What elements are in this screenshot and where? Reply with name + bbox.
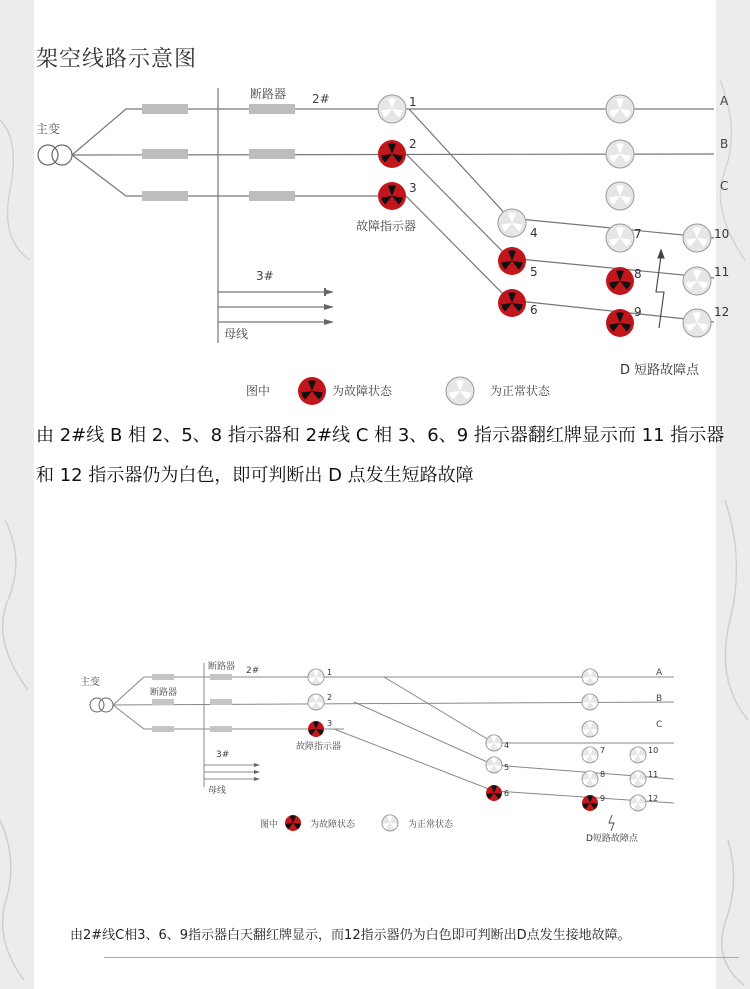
legend-2 bbox=[260, 815, 454, 831]
indicator-11-normal bbox=[683, 267, 711, 295]
indicator-number-4: 4 bbox=[530, 226, 538, 240]
indicator-4-normal bbox=[498, 209, 526, 237]
caption-1: 由 2#线 B 相 2、5、8 指示器和 2#线 C 相 3、6、9 指示器翻红牌显示而 11 指示器和 12 指示器仍为白色，即可判断出 D 点发生短路故障 bbox=[36, 425, 725, 486]
fault-lightning-symbol-2 bbox=[609, 815, 614, 831]
indicator-number-12: 12 bbox=[714, 305, 730, 319]
phase-c-label-2: C bbox=[656, 720, 663, 730]
indicator-number-1: 1 bbox=[409, 95, 417, 109]
indicator-number-6-2: 6 bbox=[504, 789, 510, 798]
indicator-label-2: 故障指示器 bbox=[296, 742, 342, 752]
breaker-label: 断路器 bbox=[250, 87, 287, 101]
indicator-label: 故障指示器 bbox=[356, 219, 417, 233]
legend-normal-icon-2 bbox=[382, 815, 398, 831]
bus-label-2: 母线 bbox=[208, 786, 227, 796]
indicator-number-3: 3 bbox=[409, 181, 417, 195]
indicator-number-10: 10 bbox=[714, 227, 730, 241]
indicator-c-normal bbox=[606, 182, 634, 210]
indicator-number-9: 9 bbox=[634, 305, 642, 319]
indicator-number-2: 2 bbox=[409, 137, 417, 151]
legend-fault-icon-2 bbox=[285, 815, 301, 831]
breaker-label-2b: 断路器 bbox=[150, 688, 178, 698]
indicator-6-fault-2 bbox=[486, 785, 502, 801]
indicator-number-10-2: 10 bbox=[648, 746, 659, 755]
indicator-5-fault bbox=[498, 247, 526, 275]
legend-normal-text: 为正常状态 bbox=[490, 384, 551, 398]
indicator-10-normal-2 bbox=[630, 747, 646, 763]
indicator-number-7-2: 7 bbox=[600, 746, 606, 755]
indicator-12-normal-2 bbox=[630, 795, 646, 811]
indicator-number-4-2: 4 bbox=[504, 741, 510, 750]
indicator-4-normal-2 bbox=[486, 735, 502, 751]
indicator-b-normal-2 bbox=[582, 694, 598, 710]
indicator-a-normal bbox=[606, 95, 634, 123]
indicator-9-fault-2 bbox=[582, 795, 598, 811]
overhead-line-diagram-1 bbox=[34, 78, 730, 423]
line-segments-2 bbox=[152, 674, 232, 732]
line-2-label-2: 2# bbox=[246, 666, 260, 676]
bus-label: 母线 bbox=[224, 327, 249, 341]
indicator-12-normal bbox=[683, 309, 711, 337]
legend-normal-icon bbox=[446, 377, 474, 405]
fault-point-label: D 短路故障点 bbox=[620, 363, 700, 378]
caption-2: 由2#线C相3、6、9指示器白天翻红牌显示，而12指示器仍为白色即可判断出D点发生接地故障。 bbox=[70, 928, 631, 943]
indicator-number-6: 6 bbox=[530, 303, 538, 317]
indicator-a-normal-2 bbox=[582, 669, 598, 685]
transformer-symbol-2 bbox=[90, 698, 113, 712]
phase-a-label-2: A bbox=[656, 668, 663, 678]
transformer-label: 主变 bbox=[36, 122, 61, 136]
indicator-number-2-2: 2 bbox=[327, 693, 333, 702]
indicator-3-fault bbox=[378, 182, 406, 210]
indicator-1-normal-2 bbox=[308, 669, 324, 685]
legend-fault-text: 为故障状态 bbox=[332, 384, 393, 398]
indicator-1-normal bbox=[378, 95, 406, 123]
legend bbox=[246, 377, 551, 405]
line-3-label-2: 3# bbox=[216, 750, 230, 760]
indicator-number-5: 5 bbox=[530, 265, 538, 279]
indicator-b-normal bbox=[606, 140, 634, 168]
indicator-7-normal bbox=[606, 224, 634, 252]
indicator-8-normal-2 bbox=[582, 771, 598, 787]
indicator-number-3-2: 3 bbox=[327, 719, 333, 728]
legend-normal-text-2: 为正常状态 bbox=[408, 820, 454, 830]
indicator-c-normal-2 bbox=[582, 721, 598, 737]
legend-prefix: 图中 bbox=[246, 384, 271, 398]
indicator-number-12-2: 12 bbox=[648, 794, 659, 803]
bus-arrows bbox=[324, 288, 334, 325]
indicator-8-fault bbox=[606, 267, 634, 295]
phase-a-label: A bbox=[720, 94, 729, 108]
indicator-6-fault bbox=[498, 289, 526, 317]
wiring-lines bbox=[72, 88, 714, 343]
transformer-label-2: 主变 bbox=[80, 677, 100, 688]
indicator-number-8: 8 bbox=[634, 267, 642, 281]
indicator-2-normal-2 bbox=[308, 694, 324, 710]
breaker-label-2a: 断路器 bbox=[208, 662, 236, 672]
indicator-number-8-2: 8 bbox=[600, 770, 606, 779]
indicator-3-fault-2 bbox=[308, 721, 324, 737]
bus-arrows-2 bbox=[254, 763, 260, 781]
transformer-symbol bbox=[38, 145, 72, 165]
legend-prefix-2: 图中 bbox=[260, 820, 279, 830]
legend-fault-text-2: 为故障状态 bbox=[310, 820, 356, 830]
bottom-divider bbox=[104, 957, 739, 958]
indicator-2-fault bbox=[378, 140, 406, 168]
indicator-5-normal-2 bbox=[486, 757, 502, 773]
indicator-number-11-2: 11 bbox=[648, 770, 659, 779]
fault-point-label-2: D短路故障点 bbox=[586, 834, 638, 844]
indicator-number-9-2: 9 bbox=[600, 794, 606, 803]
overhead-line-diagram-2 bbox=[34, 655, 724, 855]
indicator-numbers bbox=[409, 95, 729, 319]
indicator-number-5-2: 5 bbox=[504, 763, 510, 772]
legend-fault-icon bbox=[298, 377, 326, 405]
phase-c-label: C bbox=[720, 179, 729, 193]
phase-b-label-2: B bbox=[656, 694, 663, 704]
line-3-label: 3# bbox=[256, 269, 274, 283]
phase-labels-2 bbox=[656, 668, 663, 730]
indicator-number-1-2: 1 bbox=[327, 668, 333, 677]
indicator-9-fault bbox=[606, 309, 634, 337]
indicator-10-normal bbox=[683, 224, 711, 252]
content-page bbox=[34, 0, 730, 989]
phase-b-label: B bbox=[720, 137, 729, 151]
indicator-11-normal-2 bbox=[630, 771, 646, 787]
page-title: 架空线路示意图 bbox=[36, 47, 198, 72]
indicator-number-7: 7 bbox=[634, 227, 642, 241]
indicator-7-normal-2 bbox=[582, 747, 598, 763]
indicator-number-11: 11 bbox=[714, 265, 730, 279]
line-2-label: 2# bbox=[312, 92, 330, 106]
